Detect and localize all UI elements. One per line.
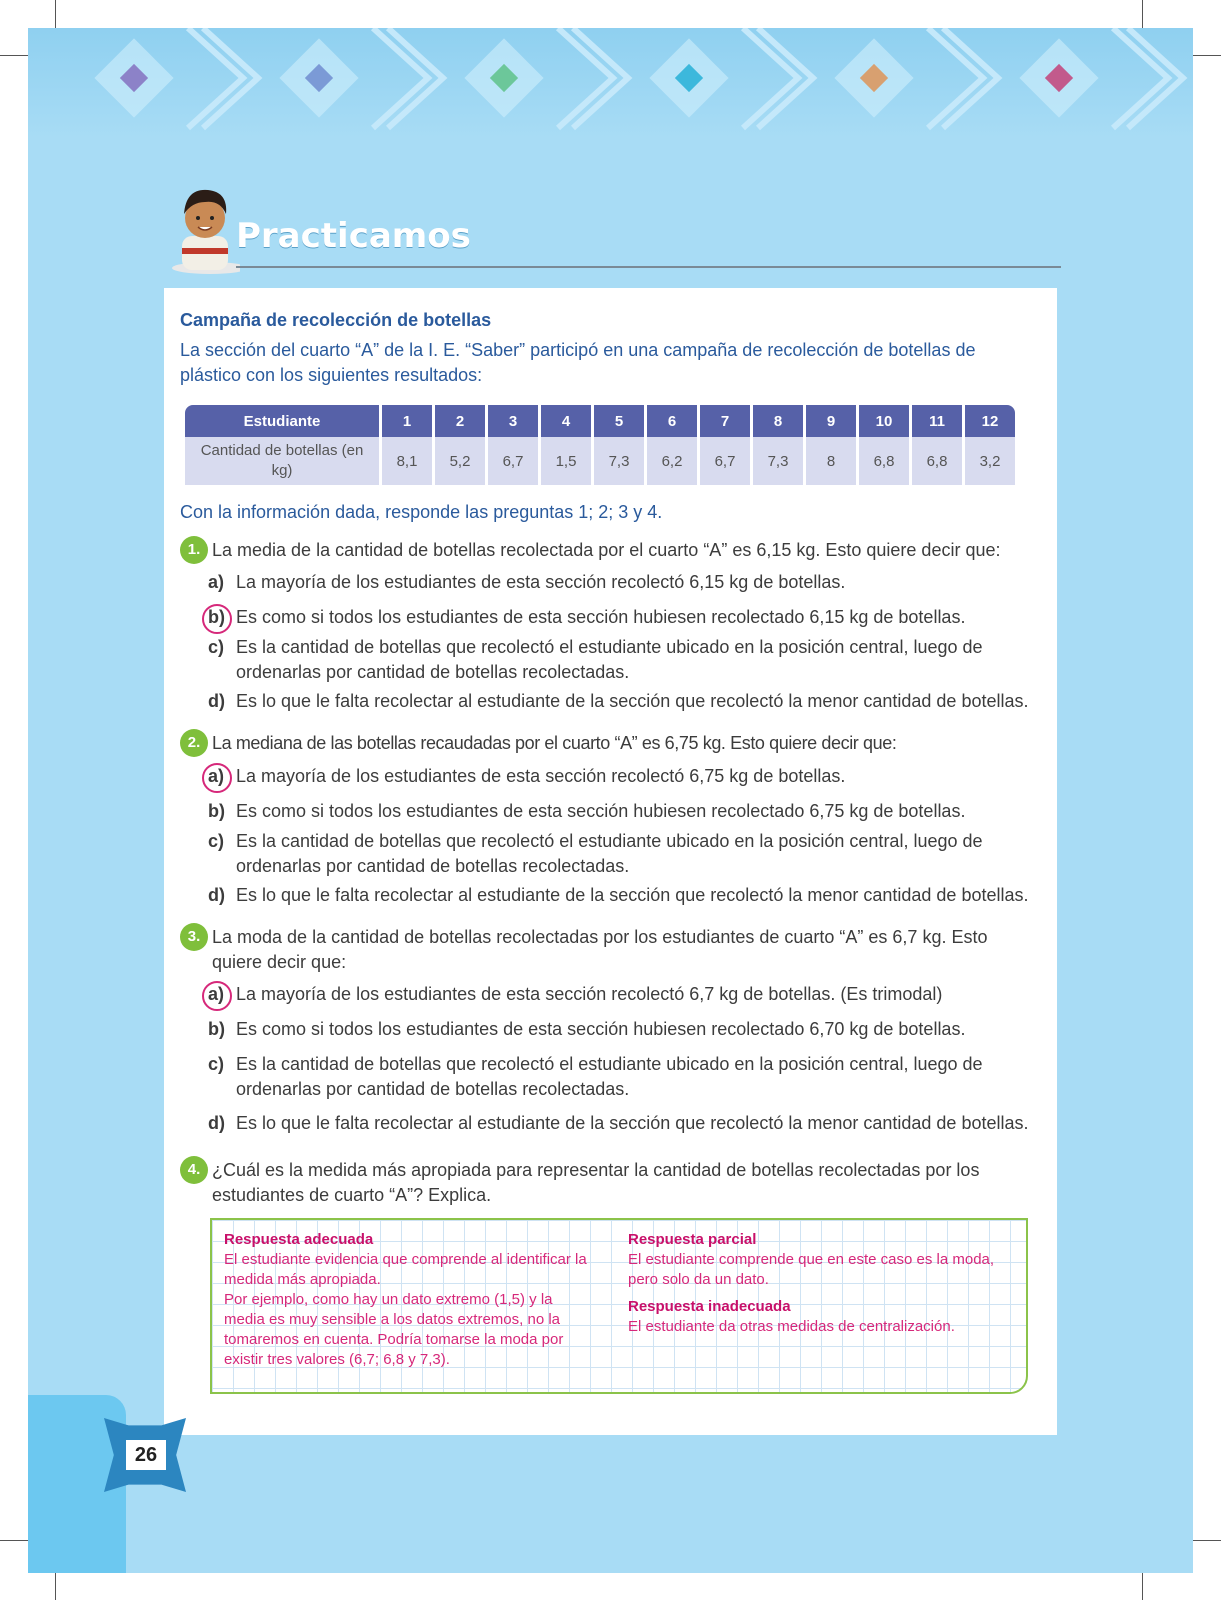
question-number-badge: 1. [180,536,208,564]
option-text: Es lo que le falta recolectar al estudiante de la sección que recolectó la menor cantidad de botellas. [236,691,1029,711]
crop-mark [1193,55,1221,56]
table-cell: 6,2 [647,437,697,485]
crop-mark [0,55,28,56]
table-cell: 6,8 [859,437,909,485]
option-letter: b) [208,607,225,627]
question-text: La media de la cantidad de botellas recolectada por el cuarto “A” es 6,15 kg. Esto quiere decir que: [212,540,1001,560]
table-header-cell: 7 [700,405,750,437]
adequate-answer [224,1230,604,1370]
option-text: Es como si todos los estudiantes de esta sección hubiesen recolectado 6,70 kg de botellas. [236,1019,966,1039]
instructions: Con la información dada, responde las preguntas 1; 2; 3 y 4. [180,502,663,522]
crop-mark [55,1573,56,1600]
table-cell: 8,1 [382,437,432,485]
adequate-answer-example: Por ejemplo, como hay un dato extremo (1,5) y la media es muy sensible a los datos extremos, no la tomaremos en cuenta. Podría tomarse la moda por existir tres valores (6,7; 6,8 y 7,3). [224,1291,564,1368]
table-cell: 6,7 [488,437,538,485]
partial-answer-text: El estudiante comprende que en este caso es la moda, pero solo da un dato. [628,1251,995,1288]
question-number-badge: 2. [180,729,208,757]
option-letter: d) [208,691,225,711]
table-header-cell: 3 [488,405,538,437]
table-header-cell: 1 [382,405,432,437]
table-cell: 1,5 [541,437,591,485]
decorative-banner [28,28,1193,138]
table-cell: 5,2 [435,437,485,485]
divider [236,266,1061,268]
option-text: Es como si todos los estudiantes de esta sección hubiesen recolectado 6,15 kg de botellas. [236,607,966,627]
table-cell: 6,8 [912,437,962,485]
problem-heading: Campaña de recolección de botellas [180,310,492,330]
crop-mark [0,1540,28,1541]
option-letter: b) [208,1019,225,1039]
table-header-cell: 11 [912,405,962,437]
table-cell: 7,3 [753,437,803,485]
option-letter: a) [208,766,225,786]
partial-answer-title: Respuesta parcial [628,1231,757,1248]
option-text: La mayoría de los estudiantes de esta sección recolectó 6,7 kg de botellas. (Es trimodal) [236,984,943,1004]
student-avatar-icon [170,178,240,278]
table-header-row [185,405,1015,437]
data-table [182,405,1018,485]
table-header-cell: 8 [753,405,803,437]
option-text: La mayoría de los estudiantes de esta sección recolectó 6,15 kg de botellas. [236,572,846,592]
question-text: La mediana de las botellas recaudadas por el cuarto “A” es 6,75 kg. Esto quiere decir que: [212,733,897,753]
table-cell: 7,3 [594,437,644,485]
option-text: Es lo que le falta recolectar al estudiante de la sección que recolectó la menor cantidad de botellas. [236,885,1029,905]
answer-grid-box [210,1218,1028,1394]
table-header-cell: 5 [594,405,644,437]
table-row-label: Cantidad de botellas (en kg) [185,437,379,485]
page-title: Practicamos [236,216,471,256]
content-panel [164,288,1057,1435]
partial-answer [628,1230,1008,1290]
option-letter: a) [208,984,225,1004]
table-row [185,437,1015,485]
option-text: Es la cantidad de botellas que recolectó el estudiante ubicado en la posición central, luego de ordenarlas por cantidad de botellas recolectadas. [236,831,983,876]
option-letter: c) [208,637,225,657]
question-number-badge: 4. [180,1156,208,1184]
table-cell: 8 [806,437,856,485]
question-number-badge: 3. [180,923,208,951]
option-letter: d) [208,1113,225,1133]
table-header-cell: 12 [965,405,1015,437]
inadequate-answer-title: Respuesta inadecuada [628,1298,791,1315]
crop-mark [1193,1540,1221,1541]
option-text: La mayoría de los estudiantes de esta sección recolectó 6,75 kg de botellas. [236,766,846,786]
option-text: Es lo que le falta recolectar al estudiante de la sección que recolectó la menor cantidad de botellas. [236,1113,1029,1133]
page-number: 26 [126,1440,166,1470]
chevron-pattern-icon [28,28,1193,138]
section-header [170,178,1060,278]
crop-mark [1142,0,1143,28]
table-cell: 6,7 [700,437,750,485]
table-header-cell: 4 [541,405,591,437]
adequate-answer-text: El estudiante evidencia que comprende al identificar la medida más apropiada. [224,1251,587,1288]
crop-mark [55,0,56,28]
option-letter: c) [208,1054,225,1074]
option-letter: b) [208,801,225,821]
table-header-cell: 6 [647,405,697,437]
option-letter: c) [208,831,225,851]
option-text: Es como si todos los estudiantes de esta sección hubiesen recolectado 6,75 kg de botellas. [236,801,966,821]
option-letter: a) [208,572,225,592]
crop-mark [1142,1573,1143,1600]
table-cell: 3,2 [965,437,1015,485]
option-letter: d) [208,885,225,905]
problem-intro: La sección del cuarto “A” de la I. E. “Saber” participó en una campaña de recolección de botellas de plástico con los siguientes resultados: [180,340,976,385]
option-text: Es la cantidad de botellas que recolectó el estudiante ubicado en la posición central, luego de ordenarlas por cantidad de botellas recolectadas. [236,1054,983,1099]
question-text: ¿Cuál es la medida más apropiada para representar la cantidad de botellas recolectadas por los estudiantes de cuarto “A”? Explica. [212,1160,980,1205]
table-header-student: Estudiante [185,405,379,437]
adequate-answer-title: Respuesta adecuada [224,1231,374,1248]
table-header-cell: 10 [859,405,909,437]
option-text: Es la cantidad de botellas que recolectó el estudiante ubicado en la posición central, luego de ordenarlas por cantidad de botellas recolectadas. [236,637,983,682]
table-header-cell: 2 [435,405,485,437]
inadequate-answer-text: El estudiante da otras medidas de centralización. [628,1318,955,1335]
question-text: La moda de la cantidad de botellas recolectadas por los estudiantes de cuarto “A” es 6,7 kg. Esto quiere decir que: [212,927,988,972]
inadequate-answer [628,1297,1008,1337]
table-header-cell: 9 [806,405,856,437]
